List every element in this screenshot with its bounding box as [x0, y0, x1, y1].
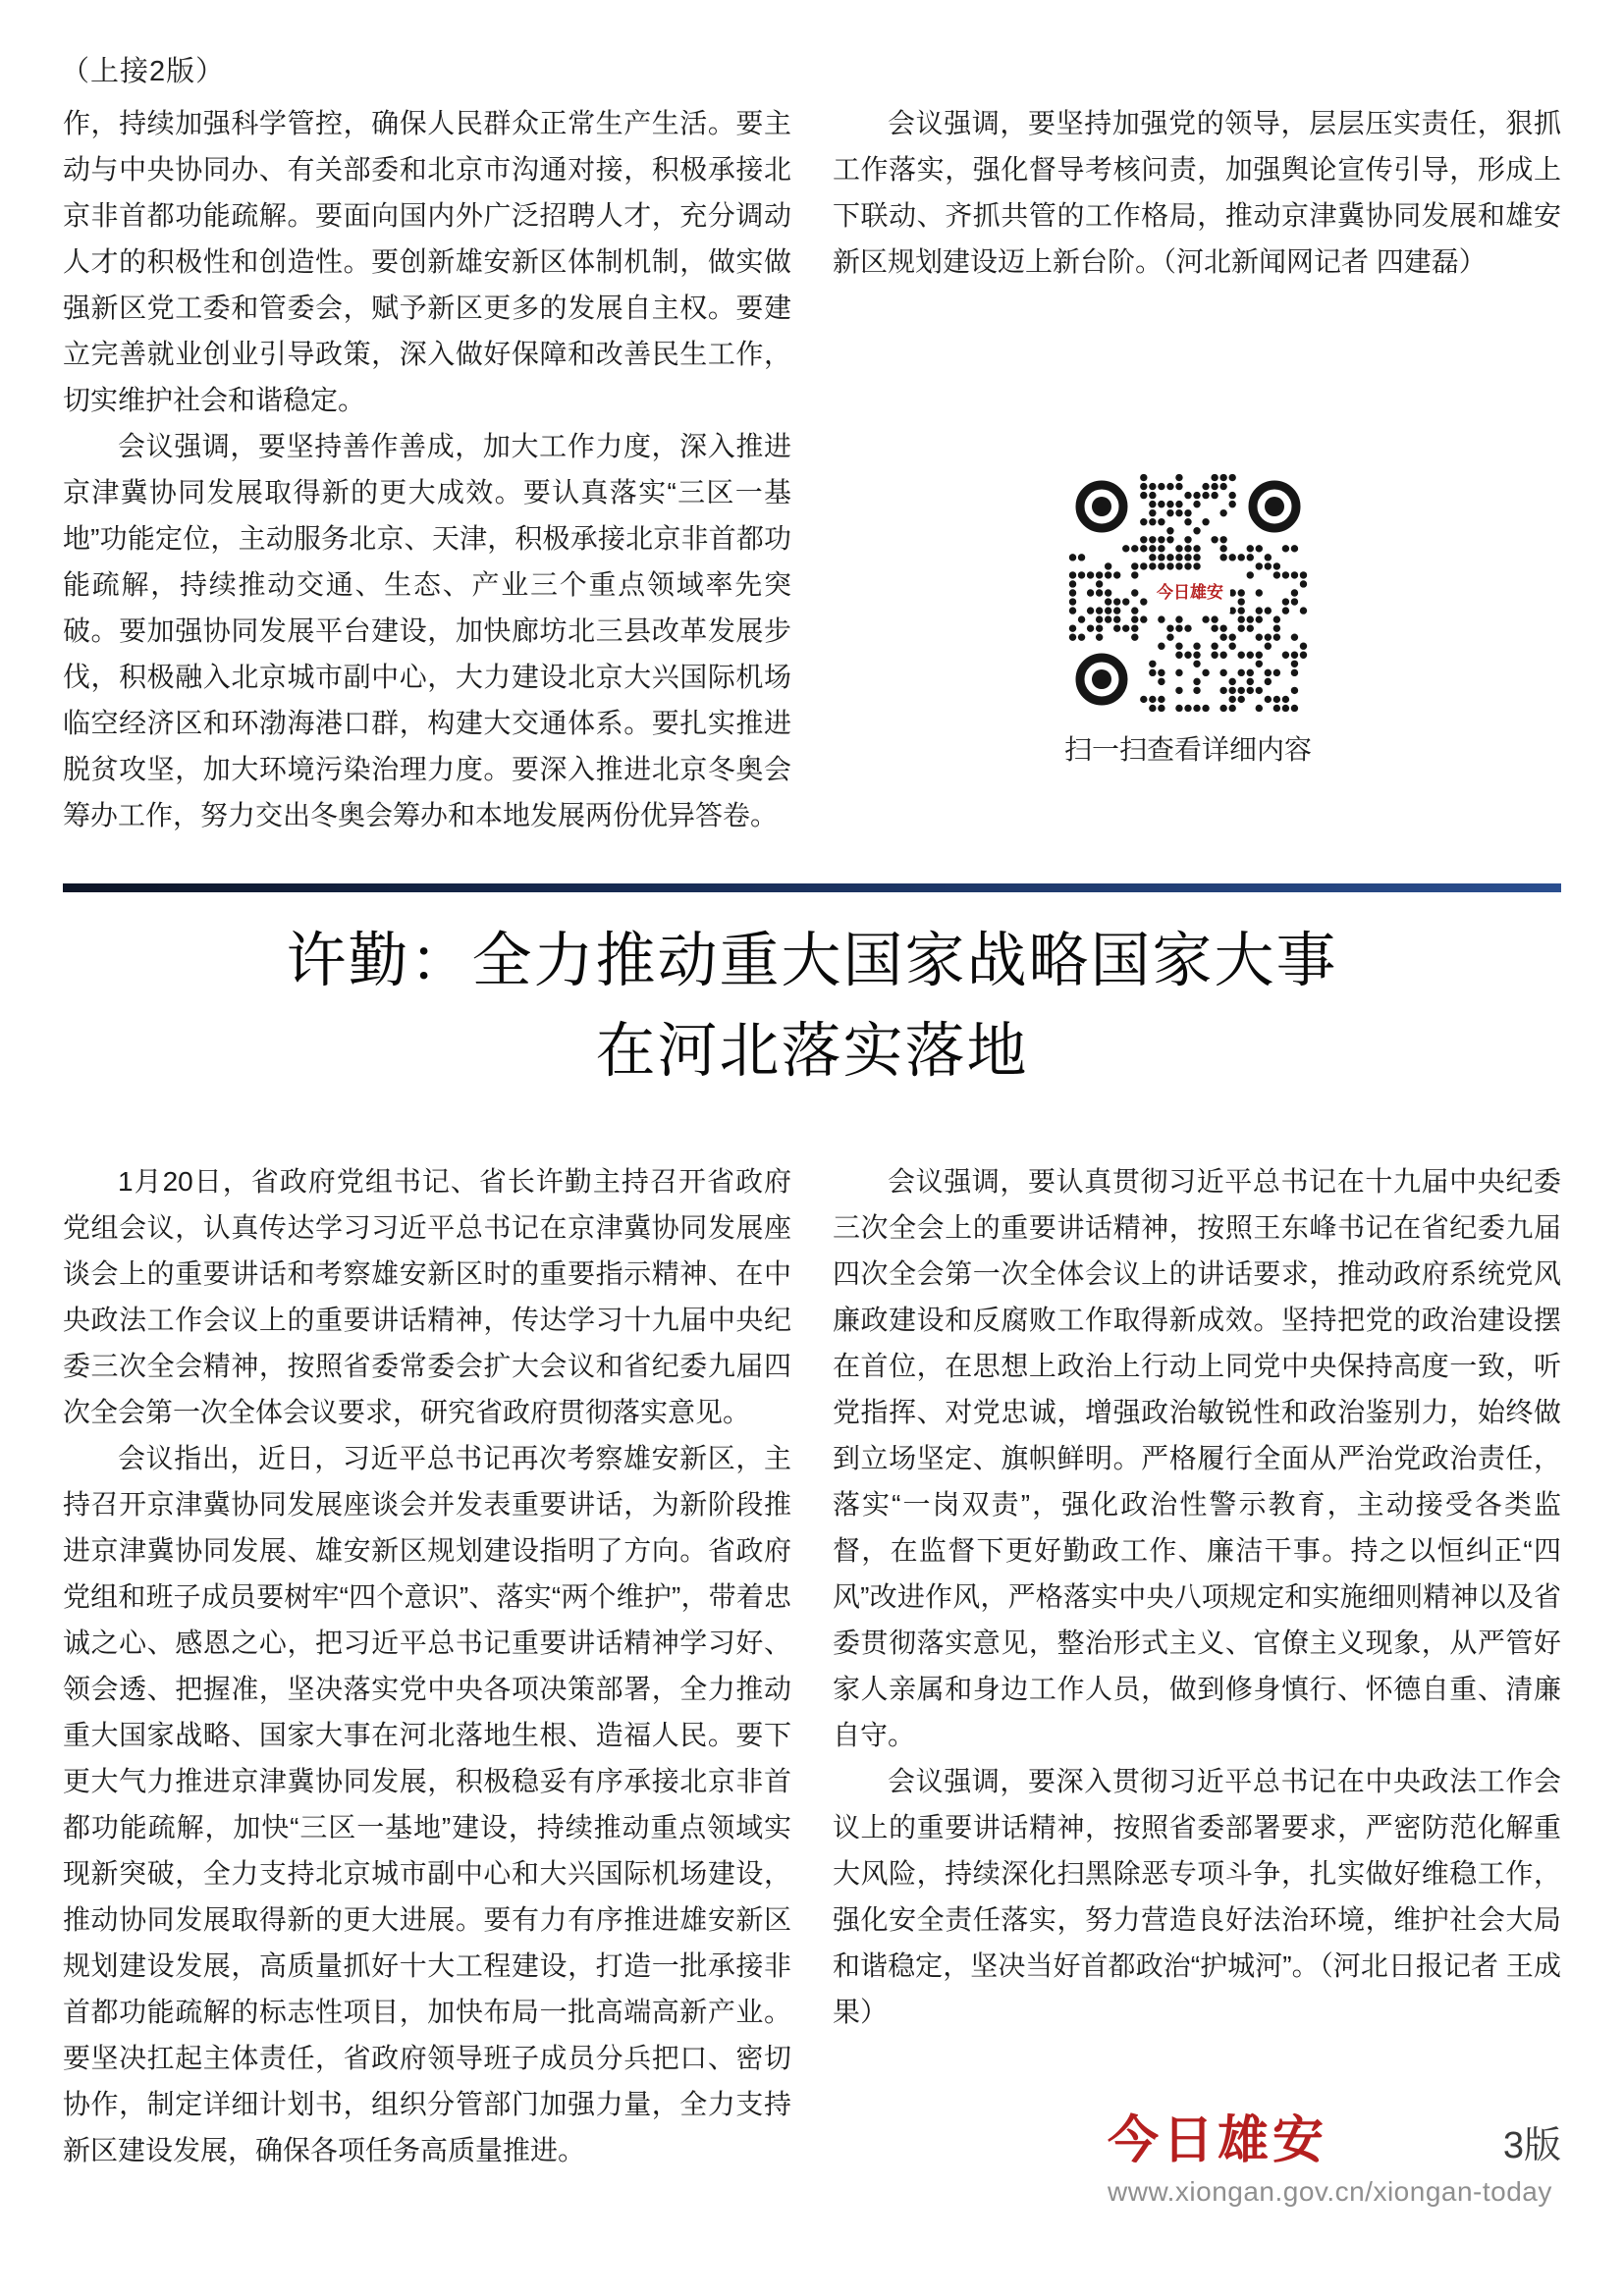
article-paragraph: 会议指出，近日，习近平总书记再次考察雄安新区，主持召开京津冀协同发展座谈会并发表重要讲话，为新阶段推进京津冀协同发展、雄安新区规划建设指明了方向。省政府党组和班子成员要树牢“四个意识”、落实“两个维护”，带着忠诚之心、感恩之心，把习近平总书记重要讲话精神学习好、领会透、把握准，坚决落实党中央各项决策部署，全力推动重大国家战略、国家大事在河北落地生根、造福人民。要下更大气力推进京津冀协同发展，积极稳妥有序承接北京非首都功能疏解，加快“三区一基地”建设，持续推动重点领域实现新突破，全力支持北京城市副中心和大兴国际机场建设，推动协同发展取得新的更大进展。要有力有序推进雄安新区规划建设发展，高质量抓好十大工程建设，打造一批承接非首都功能疏解的标志性项目，加快布局一批高端高新产业。要坚决扛起主体责任，省政府领导班子成员分兵把口、密切协作，制定详细计划书，组织分管部门加强力量，全力支持新区建设发展，确保各项任务高质量推进。 — [63, 1443, 791, 2165]
headline-line-1: 许勤：全力推动重大国家战略国家大事 — [286, 929, 1338, 994]
article-paragraph: 会议强调，要认真贯彻习近平总书记在十九届中央纪委三次全会上的重要讲话精神，按照王东峰书记在省纪委九届四次全会第一次全体会议上的讲话要求，推动政府系统党风廉政建设和反腐败工作取得新成效。坚持把党的政治建设摆在首位，在思想上政治上行动上同党中央保持高度一致，听党指挥、对党忠诚，增强政治敏锐性和政治鉴别力，始终做到立场坚定、旗帜鲜明。严格履行全面从严治党政治责任，落实“一岗双责”，强化政治性警示教育，主动接受各类监督，在监督下更好勤政工作、廉洁干事。持之以恒纠正“四风”改进作风，严格落实中央八项规定和实施细则精神以及省委贯彻落实意见，整治形式主义、官僚主义现象，从严管好家人亲属和身边工作人员，做到修身慎行、怀德自重、清廉自守。 — [833, 1166, 1561, 1750]
qr-code — [1068, 473, 1308, 713]
news-paragraph: 作，持续加强科学管控，确保人民群众正常生产生活。要主动与中央协同办、有关部委和北京市沟通对接，积极承接北京非首都功能疏解。要面向国内外广泛招聘人才，充分调动人才的积极性和创造性。要创新雄安新区体制机制，做实做强新区党工委和管委会，赋予新区更多的发展自主权。要建立完善就业创业引导政策，深入做好保障和改善民生工作，切实维护社会和谐稳定。 — [63, 108, 791, 415]
news-paragraph: 会议强调，要坚持加强党的领导，层层压实责任，狠抓工作落实，强化督导考核问责，加强舆论宣传引导，形成上下联动、齐抓共管的工作格局，推动京津冀协同发展和雄安新区规划建设迈上新台阶。（河北新闻网记者 四建磊） — [833, 108, 1561, 277]
section-divider — [63, 883, 1561, 892]
article-headline — [0, 917, 1624, 1097]
headline-line-2: 在河北落实落地 — [595, 1019, 1029, 1085]
article-paragraph: 会议强调，要深入贯彻习近平总书记在中央政法工作会议上的重要讲话精神，按照省委部署要求，严密防范化解重大风险，持续深化扫黑除恶专项斗争，扎实做好维稳工作，强化安全责任落实，努力营造良好法治环境，维护社会大局和谐稳定，坚决当好首都政治“护城河”。（河北日报记者 王成果） — [833, 1766, 1561, 2027]
page-number: 3版 — [1502, 2125, 1561, 2166]
news-paragraph: 会议强调，要坚持善作善成，加大工作力度，深入推进京津冀协同发展取得新的更大成效。要认真落实“三区一基地”功能定位，主动服务北京、天津，积极承接北京非首都功能疏解，持续推动交通、生态、产业三个重点领域率先突破。要加强协同发展平台建设，加快廊坊北三县改革发展步伐，积极融入北京城市副中心，大力建设北京大兴国际机场临空经济区和环渤海港口群，构建大交通体系。要扎实推进脱贫攻坚，加大环境污染治理力度。要深入推进北京冬奥会筹办工作，努力交出冬奥会筹办和本地发展两份优异答卷。 — [63, 431, 791, 830]
article-left-column — [63, 1158, 791, 2173]
top-section-left-column — [63, 100, 791, 838]
site-url: www.xiongan.gov.cn/xiongan-today — [1108, 2176, 1552, 2207]
qr-code-graphic — [1068, 473, 1308, 713]
qr-caption: 扫一扫查看详细内容 — [1063, 734, 1312, 765]
footer — [1108, 2099, 1561, 2208]
svg-text:今日雄安: 今日雄安 — [1157, 583, 1223, 602]
article-right-column — [833, 1158, 1561, 2035]
top-section-right-column — [833, 100, 1561, 285]
newspaper-logo: 今日雄安 — [1108, 2113, 1328, 2169]
article-paragraph: 1月20日，省政府党组书记、省长许勤主持召开省政府党组会议，认真传达学习习近平总书记在京津冀协同发展座谈会上的重要讲话和考察雄安新区时的重要指示精神、在中央政法工作会议上的重要讲话精神，传达学习十九届中央纪委三次全会精神，按照省委常委会扩大会议和省纪委九届四次全会第一次全体会议要求，研究省政府贯彻落实意见。 — [63, 1166, 791, 1427]
continuation-note: （上接2版） — [61, 56, 226, 87]
